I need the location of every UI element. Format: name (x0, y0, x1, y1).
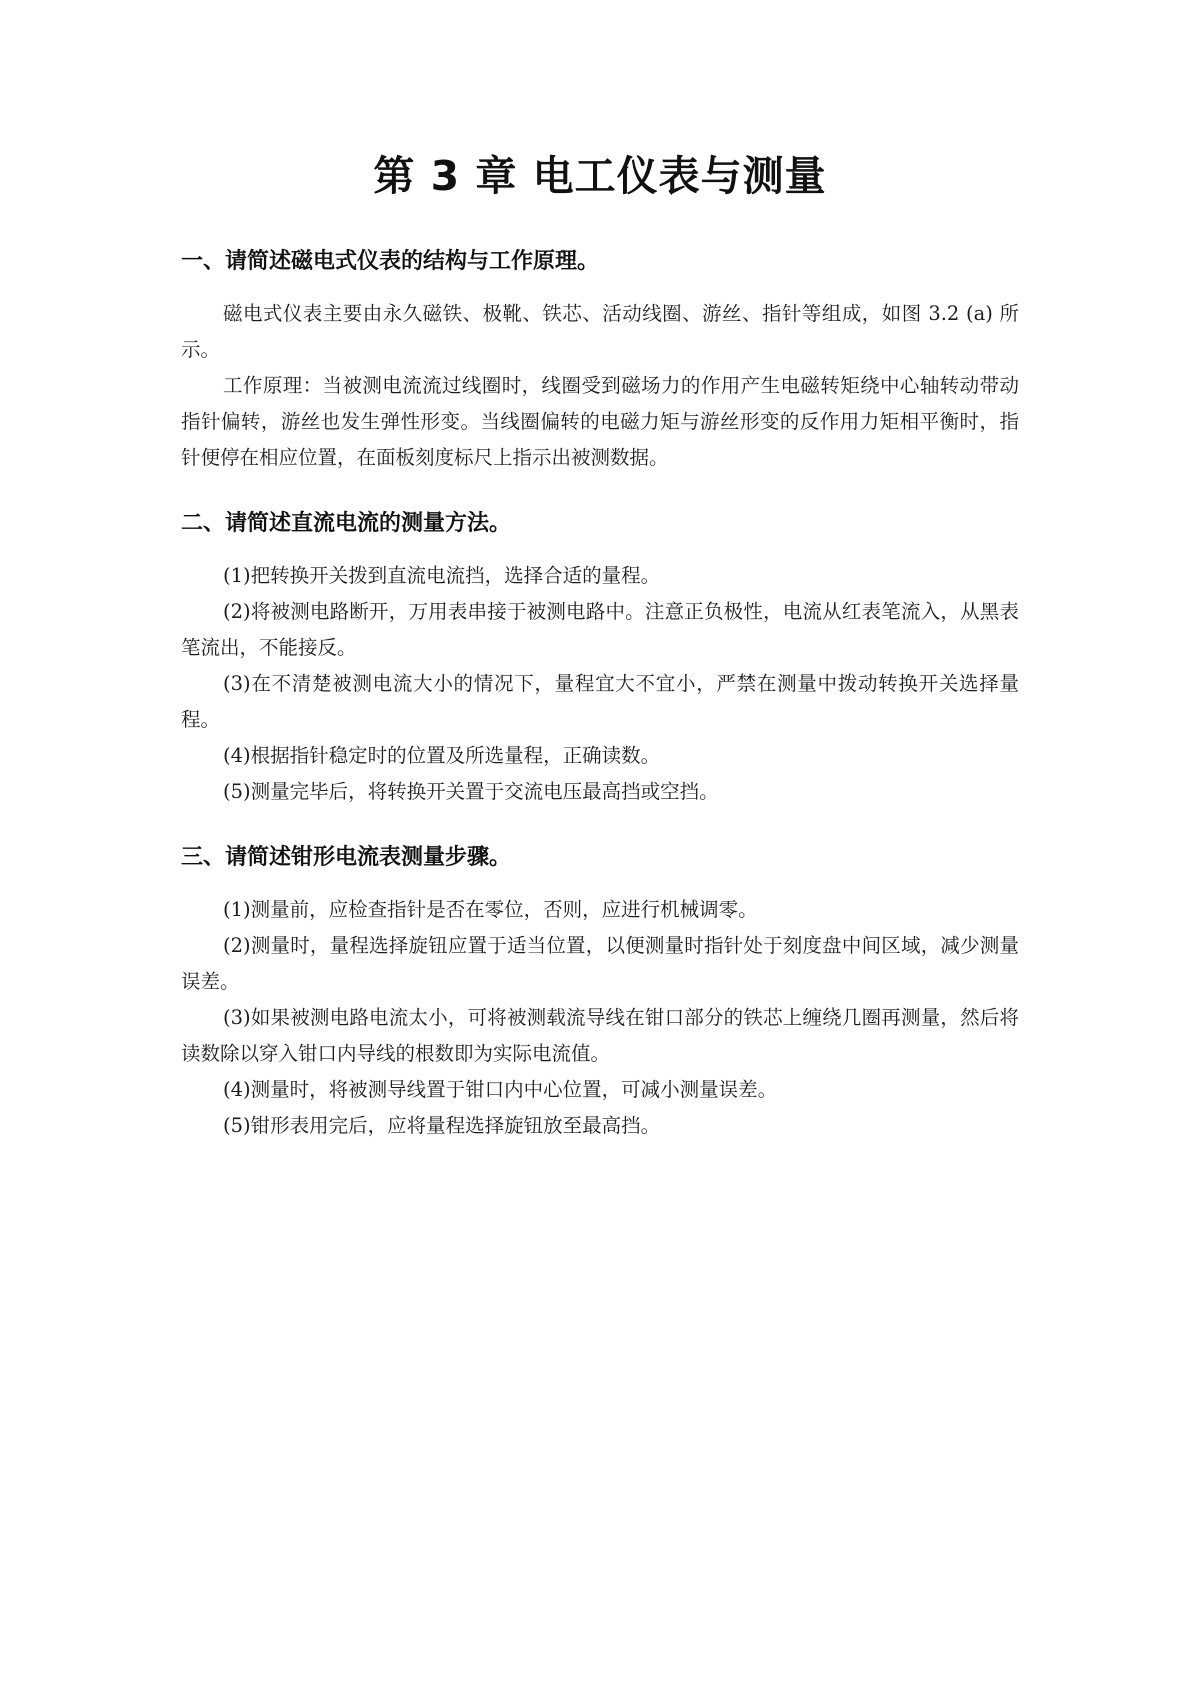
section-3 (181, 838, 1019, 1144)
list-item: (5)测量完毕后，将转换开关置于交流电压最高挡或空挡。 (223, 780, 719, 803)
section-1 (181, 242, 1019, 476)
section-heading: 二、请简述直流电流的测量方法。 (181, 511, 512, 536)
list-item: (1)测量前，应检查指针是否在零位，否则，应进行机械调零。 (223, 898, 758, 921)
section-heading: 一、请简述磁电式仪表的结构与工作原理。 (181, 249, 600, 274)
list-item: (2)测量时，量程选择旋钮应置于适当位置，以便测量时指针处于刻度盘中间区域，减少测量误差。 (181, 934, 1019, 993)
paragraph: 工作原理：当被测电流流过线圈时，线圈受到磁场力的作用产生电磁转矩绕中心轴转动带动指针偏转，游丝也发生弹性形变。当线圈偏转的电磁力矩与游丝形变的反作用力矩相平衡时，指针便停在相应位置，在面板刻度标尺上指示出被测数据。 (181, 374, 1019, 469)
list-item: (4)根据指针稳定时的位置及所选量程，正确读数。 (223, 744, 661, 767)
section-2 (181, 504, 1019, 810)
list-item: (1)把转换开关拨到直流电流挡，选择合适的量程。 (223, 564, 661, 587)
section-heading: 三、请简述钳形电流表测量步骤。 (181, 845, 512, 870)
list-item: (4)测量时，将被测导线置于钳口内中心位置，可减小测量误差。 (223, 1078, 778, 1101)
list-item: (3)在不清楚被测电流大小的情况下，量程宜大不宜小，严禁在测量中拨动转换开关选择量程。 (181, 672, 1019, 731)
list-item: (3)如果被测电路电流太小，可将被测载流导线在钳口部分的铁芯上缠绕几圈再测量，然后将读数除以穿入钳口内导线的根数即为实际电流值。 (181, 1006, 1019, 1065)
page-content (181, 140, 1019, 1144)
paragraph: 磁电式仪表主要由永久磁铁、极靴、铁芯、活动线圈、游丝、指针等组成，如图 3.2 (a) 所示。 (181, 302, 1019, 361)
list-item: (2)将被测电路断开，万用表串接于被测电路中。注意正负极性，电流从红表笔流入，从黑表笔流出，不能接反。 (181, 600, 1019, 659)
list-item: (5)钳形表用完后，应将量程选择旋钮放至最高挡。 (223, 1114, 661, 1137)
chapter-title: 第 3 章 电工仪表与测量 (373, 152, 827, 200)
